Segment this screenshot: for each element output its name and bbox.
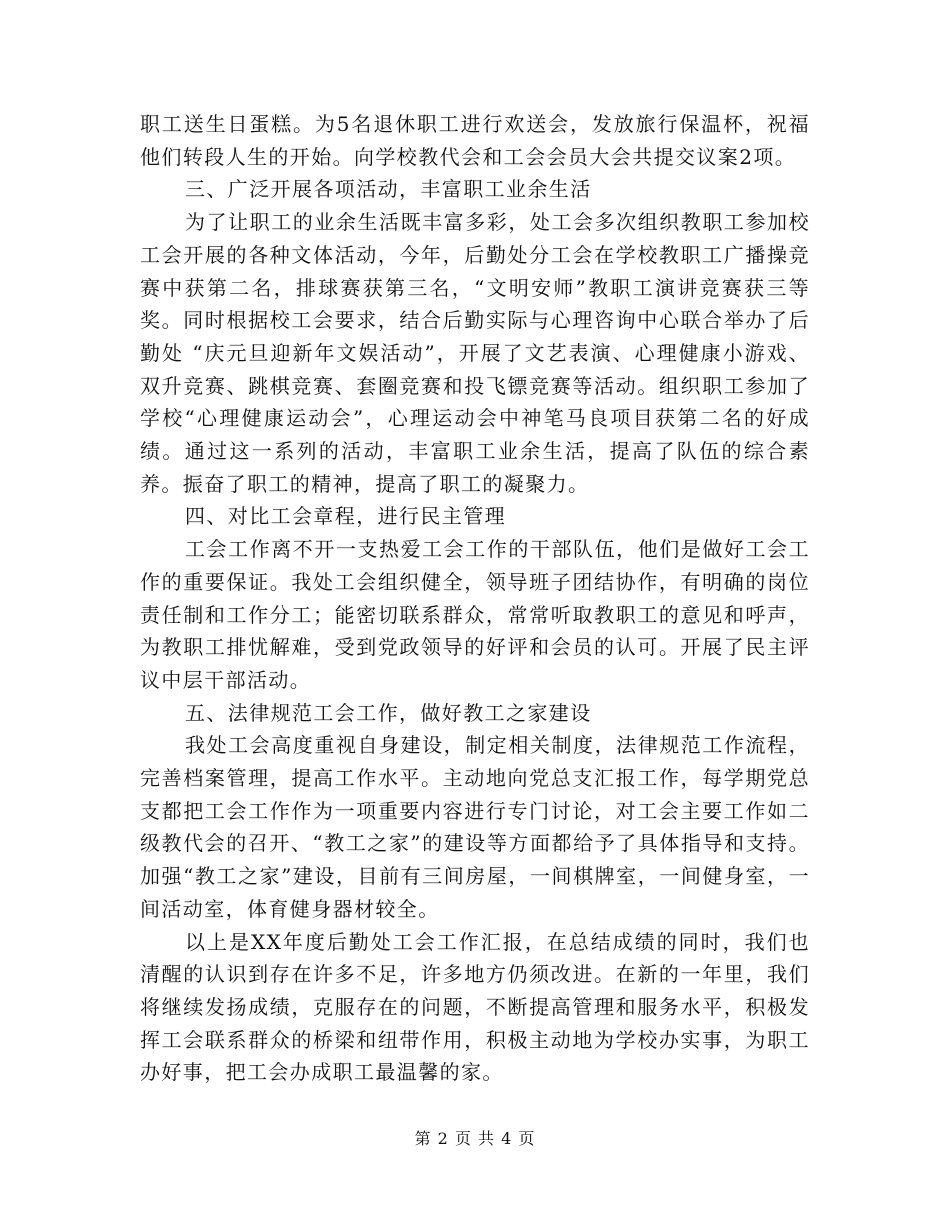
paragraph-activities: 为了让职工的业余生活既丰富多彩，处工会多次组织教职工参加校工会开展的各种文体活动，今年，后勤处分工会在学校教职工广播操竞赛中获第二名，排球赛获第三名，“文明安师”教职工演讲竞赛获三等奖。同时根据校工会要求，结合后勤实际与心理咨询中心联合举办了后勤处 “庆元旦迎新年文娱活动”，开展了文艺表演、心理健康小游戏、双升竞赛、跳棋竞赛、套圈竞赛和投飞镖竞赛等活动。组织职工参加了学校“心理健康运动会”，心理运动会中神笔马良项目获第二名的好成绩。通过这一系列的活动，丰富职工业余生活，提高了队伍的综合素养。振奋了职工的精神，提高了职工的凝聚力。: [140, 210, 810, 496]
paragraph-home-construction: 我处工会高度重视自身建设，制定相关制度，法律规范工作流程，完善档案管理，提高工作水平。主动地向党总支汇报工作，每学期党总支都把工会工作作为一项重要内容进行专门讨论，对工会主要工作如二级教代会的召开、“教工之家”的建设等方面都给予了具体指导和支持。加强“教工之家”建设，目前有三间房屋，一间棋牌室，一间健身室，一间活动室，体育健身器材较全。: [140, 733, 810, 921]
section-heading-5: 五、法律规范工会工作，做好教工之家建设: [185, 700, 592, 725]
section-heading-4: 四、对比工会章程，进行民主管理: [185, 504, 506, 529]
page-number-footer: 第 2 页 共 4 页: [414, 1129, 536, 1148]
paragraph-democratic-management: 工会工作离不开一支热爱工会工作的干部队伍，他们是做好工会工作的重要保证。我处工会组织健全，领导班子团结协作，有明确的岗位责任制和工作分工；能密切联系群众，常常听取教职工的意见和呼声，为教职工排忧解难，受到党政领导的好评和会员的认可。开展了民主评议中层干部活动。: [140, 537, 810, 692]
paragraph-conclusion: 以上是XX年度后勤处工会工作汇报，在总结成绩的同时，我们也清醒的认识到存在许多不足，许多地方仍须改进。在新的一年里，我们将继续发扬成绩，克服存在的问题，不断提高管理和服务水平，积极发挥工会联系群众的桥梁和纽带作用，积极主动地为学校办实事，为职工办好事，把工会办成职工最温馨的家。: [140, 929, 810, 1085]
section-heading-3: 三、广泛开展各项活动，丰富职工业余生活: [185, 177, 592, 202]
document-body: [140, 108, 810, 1089]
paragraph-continuation: 职工送生日蛋糕。为5名退休职工进行欢送会，发放旅行保温杯，祝福他们转段人生的开始。向学校教代会和工会会员大会共提交议案2项。: [140, 112, 810, 169]
